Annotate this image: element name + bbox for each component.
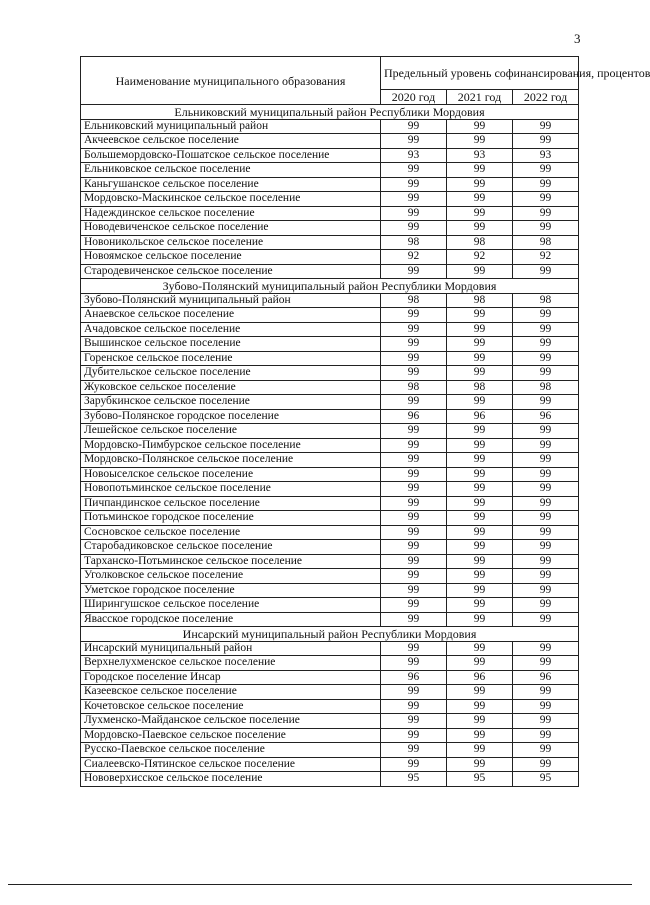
table-row — [81, 612, 579, 627]
value-2022-cell: 99 — [513, 177, 579, 192]
municipality-name-cell: Новоыселское сельское поселение — [81, 467, 381, 482]
value-2021-cell: 99 — [447, 728, 513, 743]
table-row — [81, 409, 579, 424]
value-2020-cell: 99 — [381, 366, 447, 381]
value-2020-cell: 99 — [381, 351, 447, 366]
municipality-name-cell: Ельниковский муниципальный район — [81, 119, 381, 134]
value-2020-cell: 98 — [381, 293, 447, 308]
value-2022-cell: 98 — [513, 235, 579, 250]
value-2021-cell: 99 — [447, 525, 513, 540]
municipality-name-cell: Мордовско-Маскинское сельское поселение — [81, 192, 381, 207]
value-2020-cell: 99 — [381, 540, 447, 555]
value-2020-cell: 99 — [381, 714, 447, 729]
value-2020-cell: 99 — [381, 641, 447, 656]
table-row — [81, 424, 579, 439]
municipality-name-cell: Нововерхисское сельское поселение — [81, 772, 381, 787]
value-2020-cell: 99 — [381, 583, 447, 598]
table-row — [81, 322, 579, 337]
municipality-name-cell: Лухменско-Майданское сельское поселение — [81, 714, 381, 729]
municipality-name-cell: Ельниковское сельское поселение — [81, 163, 381, 178]
municipality-name-cell: Дубительское сельское поселение — [81, 366, 381, 381]
value-2021-cell: 99 — [447, 554, 513, 569]
value-2020-cell: 99 — [381, 177, 447, 192]
value-2021-cell: 99 — [447, 177, 513, 192]
value-2022-cell: 99 — [513, 540, 579, 555]
value-2020-cell: 99 — [381, 757, 447, 772]
table-row — [81, 264, 579, 279]
table-row — [81, 119, 579, 134]
value-2021-cell: 99 — [447, 598, 513, 613]
table-row — [81, 641, 579, 656]
table-row — [81, 337, 579, 352]
municipality-name-cell: Сосновское сельское поселение — [81, 525, 381, 540]
value-2022-cell: 98 — [513, 293, 579, 308]
value-2022-cell: 99 — [513, 656, 579, 671]
value-2022-cell: 99 — [513, 206, 579, 221]
value-2021-cell: 99 — [447, 714, 513, 729]
value-2020-cell: 93 — [381, 148, 447, 163]
table-row — [81, 366, 579, 381]
value-2022-cell: 99 — [513, 351, 579, 366]
value-2020-cell: 98 — [381, 235, 447, 250]
value-2021-cell: 99 — [447, 511, 513, 526]
table-row — [81, 511, 579, 526]
value-2021-cell: 99 — [447, 743, 513, 758]
table-row — [81, 351, 579, 366]
value-2022-cell: 99 — [513, 438, 579, 453]
value-2021-cell: 99 — [447, 424, 513, 439]
municipality-name-cell: Уголковское сельское поселение — [81, 569, 381, 584]
table-row — [81, 525, 579, 540]
value-2020-cell: 99 — [381, 656, 447, 671]
municipality-name-cell: Мордовско-Пимбурское сельское поселение — [81, 438, 381, 453]
value-2022-cell: 93 — [513, 148, 579, 163]
value-2022-cell: 99 — [513, 322, 579, 337]
municipality-name-cell: Инсарский муниципальный район — [81, 641, 381, 656]
table-row — [81, 714, 579, 729]
municipality-name-cell: Старобадиковское сельское поселение — [81, 540, 381, 555]
municipality-name-cell: Мордовско-Паевское сельское поселение — [81, 728, 381, 743]
municipality-name-cell: Казеевское сельское поселение — [81, 685, 381, 700]
value-2022-cell: 99 — [513, 511, 579, 526]
value-2020-cell: 99 — [381, 511, 447, 526]
municipality-name-cell: Стародевиченское сельское поселение — [81, 264, 381, 279]
value-2022-cell: 92 — [513, 250, 579, 265]
municipality-name-cell: Новопотьминское сельское поселение — [81, 482, 381, 497]
table-row — [81, 235, 579, 250]
value-2022-cell: 99 — [513, 395, 579, 410]
table-row — [81, 395, 579, 410]
header-level-column: Предельный уровень софинансирования, процентов — [381, 57, 579, 90]
municipality-name-cell: Тарханско-Потьминское сельское поселение — [81, 554, 381, 569]
value-2021-cell: 99 — [447, 337, 513, 352]
value-2021-cell: 99 — [447, 206, 513, 221]
value-2022-cell: 99 — [513, 583, 579, 598]
value-2020-cell: 96 — [381, 670, 447, 685]
table-row — [81, 467, 579, 482]
value-2020-cell: 99 — [381, 699, 447, 714]
table-row — [81, 743, 579, 758]
table-row — [81, 757, 579, 772]
section-header-row — [81, 627, 579, 642]
table-row — [81, 192, 579, 207]
value-2020-cell: 99 — [381, 554, 447, 569]
value-2021-cell: 99 — [447, 351, 513, 366]
value-2021-cell: 99 — [447, 656, 513, 671]
municipality-name-cell: Зубово-Полянский муниципальный район — [81, 293, 381, 308]
value-2021-cell: 99 — [447, 119, 513, 134]
section-title: Ельниковский муниципальный район Республики Мордовия — [81, 105, 579, 120]
value-2021-cell: 99 — [447, 467, 513, 482]
municipality-name-cell: Лешейское сельское поселение — [81, 424, 381, 439]
value-2020-cell: 95 — [381, 772, 447, 787]
table-header — [81, 57, 650, 105]
municipality-name-cell: Уметское городское поселение — [81, 583, 381, 598]
value-2021-cell: 99 — [447, 134, 513, 149]
municipality-name-cell: Акчеевское сельское поселение — [81, 134, 381, 149]
value-2021-cell: 96 — [447, 670, 513, 685]
value-2020-cell: 99 — [381, 264, 447, 279]
value-2022-cell: 99 — [513, 598, 579, 613]
value-2021-cell: 92 — [447, 250, 513, 265]
municipality-name-cell: Зарубкинское сельское поселение — [81, 395, 381, 410]
value-2022-cell: 98 — [513, 380, 579, 395]
value-2022-cell: 99 — [513, 554, 579, 569]
value-2022-cell: 99 — [513, 482, 579, 497]
table-row — [81, 540, 579, 555]
value-2021-cell: 99 — [447, 453, 513, 468]
municipality-name-cell: Сиалеевско-Пятинское сельское поселение — [81, 757, 381, 772]
value-2020-cell: 99 — [381, 308, 447, 323]
value-2020-cell: 99 — [381, 467, 447, 482]
value-2020-cell: 99 — [381, 525, 447, 540]
section-title: Зубово-Полянский муниципальный район Республики Мордовия — [81, 279, 579, 294]
value-2021-cell: 99 — [447, 308, 513, 323]
municipality-name-cell: Горенское сельское поселение — [81, 351, 381, 366]
value-2021-cell: 99 — [447, 438, 513, 453]
value-2021-cell: 99 — [447, 699, 513, 714]
value-2021-cell: 99 — [447, 264, 513, 279]
value-2020-cell: 99 — [381, 598, 447, 613]
table-row — [81, 685, 579, 700]
value-2022-cell: 99 — [513, 685, 579, 700]
value-2020-cell: 99 — [381, 163, 447, 178]
municipality-name-cell: Новоникольское сельское поселение — [81, 235, 381, 250]
value-2020-cell: 98 — [381, 380, 447, 395]
value-2022-cell: 99 — [513, 728, 579, 743]
value-2021-cell: 99 — [447, 540, 513, 555]
municipality-name-cell: Надеждинское сельское поселение — [81, 206, 381, 221]
table-row — [81, 293, 579, 308]
value-2021-cell: 99 — [447, 685, 513, 700]
table-row — [81, 482, 579, 497]
value-2021-cell: 99 — [447, 221, 513, 236]
section-header-row — [81, 279, 579, 294]
value-2022-cell: 99 — [513, 453, 579, 468]
table-row — [81, 598, 579, 613]
value-2022-cell: 96 — [513, 409, 579, 424]
value-2022-cell: 99 — [513, 757, 579, 772]
value-2020-cell: 99 — [381, 395, 447, 410]
value-2022-cell: 99 — [513, 569, 579, 584]
cofinancing-table — [80, 56, 650, 787]
value-2021-cell: 95 — [447, 772, 513, 787]
value-2020-cell: 99 — [381, 612, 447, 627]
table-row — [81, 221, 579, 236]
value-2022-cell: 99 — [513, 119, 579, 134]
municipality-name-cell: Вышинское сельское поселение — [81, 337, 381, 352]
municipality-name-cell: Кочетовское сельское поселение — [81, 699, 381, 714]
value-2022-cell: 99 — [513, 308, 579, 323]
header-year-2021: 2021 год — [447, 90, 513, 105]
value-2022-cell: 99 — [513, 163, 579, 178]
table-row — [81, 438, 579, 453]
value-2020-cell: 99 — [381, 337, 447, 352]
value-2021-cell: 99 — [447, 757, 513, 772]
value-2020-cell: 99 — [381, 119, 447, 134]
value-2022-cell: 99 — [513, 496, 579, 511]
value-2021-cell: 99 — [447, 641, 513, 656]
value-2021-cell: 99 — [447, 612, 513, 627]
table-row — [81, 206, 579, 221]
table-row — [81, 177, 579, 192]
municipality-name-cell: Русско-Паевское сельское поселение — [81, 743, 381, 758]
value-2020-cell: 99 — [381, 206, 447, 221]
value-2020-cell: 99 — [381, 192, 447, 207]
value-2021-cell: 99 — [447, 482, 513, 497]
value-2022-cell: 99 — [513, 424, 579, 439]
value-2021-cell: 99 — [447, 366, 513, 381]
table-row — [81, 656, 579, 671]
municipality-name-cell: Пичпандинское сельское поселение — [81, 496, 381, 511]
value-2022-cell: 99 — [513, 714, 579, 729]
value-2022-cell: 99 — [513, 192, 579, 207]
value-2022-cell: 95 — [513, 772, 579, 787]
value-2021-cell: 93 — [447, 148, 513, 163]
section-header-row — [81, 105, 579, 120]
table-row — [81, 772, 579, 787]
municipality-name-cell: Городское поселение Инсар — [81, 670, 381, 685]
value-2020-cell: 99 — [381, 134, 447, 149]
table-row — [81, 699, 579, 714]
table-row — [81, 163, 579, 178]
value-2022-cell: 99 — [513, 743, 579, 758]
table-row — [81, 134, 579, 149]
table-row — [81, 148, 579, 163]
value-2020-cell: 99 — [381, 743, 447, 758]
table-row — [81, 308, 579, 323]
municipality-name-cell: Верхнелухменское сельское поселение — [81, 656, 381, 671]
municipality-name-cell: Потьминское городское поселение — [81, 511, 381, 526]
value-2022-cell: 99 — [513, 525, 579, 540]
table-row — [81, 250, 579, 265]
table-row — [81, 583, 579, 598]
bottom-rule — [8, 884, 632, 885]
value-2022-cell: 99 — [513, 264, 579, 279]
table-row — [81, 380, 579, 395]
value-2022-cell: 99 — [513, 221, 579, 236]
header-year-2020: 2020 год — [381, 90, 447, 105]
value-2022-cell: 99 — [513, 467, 579, 482]
municipality-name-cell: Явасское городское поселение — [81, 612, 381, 627]
table-row — [81, 728, 579, 743]
value-2020-cell: 99 — [381, 453, 447, 468]
table-row — [81, 496, 579, 511]
value-2022-cell: 99 — [513, 612, 579, 627]
value-2020-cell: 99 — [381, 482, 447, 497]
value-2021-cell: 99 — [447, 163, 513, 178]
value-2020-cell: 99 — [381, 322, 447, 337]
page-number: 3 — [574, 31, 581, 46]
value-2021-cell: 99 — [447, 192, 513, 207]
value-2022-cell: 96 — [513, 670, 579, 685]
municipality-name-cell: Ширингушское сельское поселение — [81, 598, 381, 613]
value-2021-cell: 99 — [447, 395, 513, 410]
table-row — [81, 569, 579, 584]
value-2020-cell: 99 — [381, 685, 447, 700]
value-2022-cell: 99 — [513, 366, 579, 381]
municipality-name-cell: Каньгушанское сельское поселение — [81, 177, 381, 192]
table-row — [81, 453, 579, 468]
value-2020-cell: 99 — [381, 424, 447, 439]
value-2020-cell: 99 — [381, 438, 447, 453]
value-2021-cell: 99 — [447, 322, 513, 337]
municipality-name-cell: Ачадовское сельское поселение — [81, 322, 381, 337]
value-2020-cell: 99 — [381, 496, 447, 511]
municipality-name-cell: Новодевиченское сельское поселение — [81, 221, 381, 236]
value-2021-cell: 96 — [447, 409, 513, 424]
value-2021-cell: 99 — [447, 569, 513, 584]
value-2020-cell: 99 — [381, 728, 447, 743]
value-2021-cell: 98 — [447, 380, 513, 395]
value-2020-cell: 99 — [381, 569, 447, 584]
value-2021-cell: 99 — [447, 583, 513, 598]
table-row — [81, 554, 579, 569]
header-year-2022: 2022 год — [513, 90, 579, 105]
municipality-name-cell: Жуковское сельское поселение — [81, 380, 381, 395]
value-2021-cell: 99 — [447, 496, 513, 511]
table-row — [81, 670, 579, 685]
value-2021-cell: 98 — [447, 235, 513, 250]
municipality-name-cell: Мордовско-Полянское сельское поселение — [81, 453, 381, 468]
municipality-name-cell: Зубово-Полянское городское поселение — [81, 409, 381, 424]
value-2021-cell: 98 — [447, 293, 513, 308]
section-title: Инсарский муниципальный район Республики Мордовия — [81, 627, 579, 642]
value-2022-cell: 99 — [513, 337, 579, 352]
municipality-name-cell: Анаевское сельское поселение — [81, 308, 381, 323]
value-2020-cell: 96 — [381, 409, 447, 424]
municipality-name-cell: Большемордовско-Пошатское сельское поселение — [81, 148, 381, 163]
value-2022-cell: 99 — [513, 641, 579, 656]
municipality-name-cell: Новоямское сельское поселение — [81, 250, 381, 265]
value-2020-cell: 99 — [381, 221, 447, 236]
table-body — [81, 105, 579, 787]
header-name-column: Наименование муниципального образования — [81, 57, 381, 105]
value-2020-cell: 92 — [381, 250, 447, 265]
value-2022-cell: 99 — [513, 699, 579, 714]
value-2022-cell: 99 — [513, 134, 579, 149]
